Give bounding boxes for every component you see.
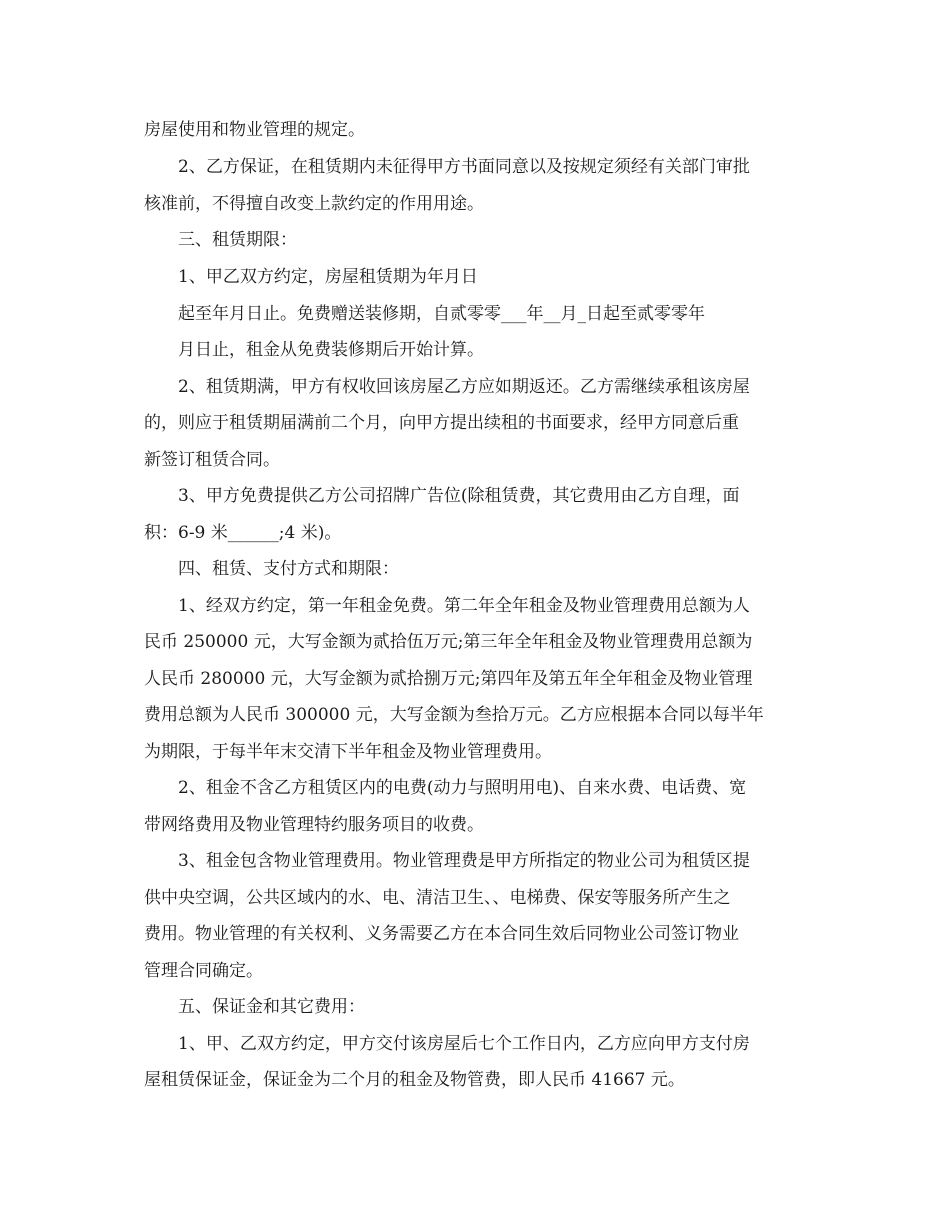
text-line: 2、租赁期满，甲方有权收回该房屋乙方应如期返还。乙方需继续承租该房屋 [178,377,750,397]
text-line: 房屋使用和物业管理的规定。 [144,120,365,140]
text-line: 1、甲乙双方约定，房屋租赁期为年月日 [178,267,478,287]
text-line: 2、乙方保证，在租赁期内未征得甲方书面同意以及按规定须经有关部门审批 [178,157,750,177]
section-heading: 五、保证金和其它费用： [178,997,365,1017]
text-line: 1、经双方约定，第一年租金免费。第二年全年租金及物业管理费用总额为人 [178,596,750,616]
text-line: 1、甲、乙双方约定，甲方交付该房屋后七个工作日内，乙方应向甲方支付房 [178,1034,750,1054]
text-line: 供中央空调，公共区域内的水、电、清洁卫生、、电梯费、保安等服务所产生之 [144,888,731,908]
text-line: 人民币 280000 元，大写金额为贰拾捌万元;第四年及第五年全年租金及物业管理 [144,669,753,689]
text-line: 月日止，租金从免费装修期后开始计算。 [178,340,484,360]
text-line: 3、租金包含物业管理费用。物业管理费是甲方所指定的物业公司为租赁区提 [178,851,750,871]
text-line: 管理合同确定。 [144,961,263,981]
text-line: 带网络费用及物业管理特约服务项目的收费。 [144,815,484,835]
section-heading: 三、租赁期限： [178,230,297,250]
text-line: 3、甲方免费提供乙方公司招牌广告位(除租赁费，其它费用由乙方自理，面 [178,486,740,506]
text-line: 核准前，不得擅自改变上款约定的作用用途。 [144,194,484,214]
text-line: 屋租赁保证金，保证金为二个月的租金及物管费，即人民币 41667 元。 [144,1070,685,1090]
text-line: 起至年月日止。免费赠送装修期，自贰零零___年__月_日起至贰零零年 [178,304,705,324]
text-line: 的，则应于租赁期届满前二个月，向甲方提出续租的书面要求，经甲方同意后重 [144,413,739,433]
text-line: 新签订租赁合同。 [144,450,280,470]
text-line: 费用。物业管理的有关权利、义务需要乙方在本合同生效后同物业公司签订物业 [144,924,739,944]
text-line: 为期限，于每半年末交清下半年租金及物业管理费用。 [144,742,552,762]
text-line: 费用总额为人民币 300000 元，大写金额为叁拾万元。乙方应根据本合同以每半年 [144,705,764,725]
section-heading: 四、租赁、支付方式和期限： [178,559,399,579]
text-line: 民币 250000 元，大写金额为贰拾伍万元;第三年全年租金及物业管理费用总额为 [144,632,753,652]
text-line: 2、租金不含乙方租赁区内的电费(动力与照明用电)、自来水费、电话费、宽 [178,778,747,798]
text-line: 积：6-9 米______;4 米)。 [144,523,342,543]
